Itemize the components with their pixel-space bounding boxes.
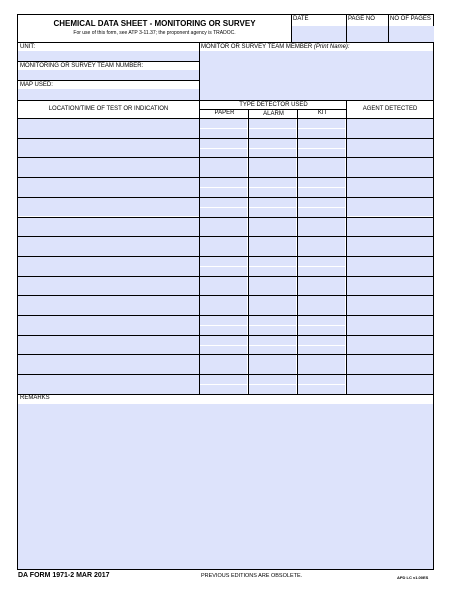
column-divider <box>199 178 200 198</box>
no-of-pages-field[interactable] <box>389 26 434 42</box>
agent-cell[interactable] <box>347 336 433 355</box>
team-number-label: MONITORING OR SURVEY TEAM NUMBER: <box>20 63 144 69</box>
editions-note: PREVIOUS EDITIONS ARE OBSOLETE. <box>201 573 303 579</box>
paper-cell[interactable] <box>200 158 247 167</box>
column-divider <box>199 257 200 277</box>
column-divider <box>248 237 249 257</box>
location-cell[interactable] <box>18 119 199 138</box>
alarm-cell[interactable] <box>249 336 296 345</box>
column-divider <box>199 218 200 238</box>
kit-cell[interactable] <box>298 355 345 364</box>
column-divider <box>248 139 249 159</box>
column-divider <box>248 355 249 375</box>
location-cell[interactable] <box>18 218 199 237</box>
alarm-cell[interactable] <box>249 257 296 266</box>
team-number-field[interactable] <box>18 70 199 80</box>
alarm-cell[interactable] <box>249 119 296 128</box>
location-cell[interactable] <box>18 139 199 158</box>
kit-cell[interactable] <box>298 139 345 148</box>
team-number-line <box>18 80 199 81</box>
column-divider <box>297 158 298 178</box>
column-divider <box>248 119 249 139</box>
location-cell[interactable] <box>18 237 199 256</box>
column-divider <box>346 158 347 178</box>
paper-cell[interactable] <box>200 178 247 187</box>
column-divider <box>248 218 249 238</box>
location-cell[interactable] <box>18 336 199 355</box>
column-divider <box>297 316 298 336</box>
paper-cell[interactable] <box>200 198 247 207</box>
column-divider <box>297 296 298 316</box>
column-divider <box>199 375 200 395</box>
agent-cell[interactable] <box>347 218 433 237</box>
column-divider <box>346 336 347 356</box>
date-field[interactable] <box>292 26 346 42</box>
page-no-field[interactable] <box>347 26 388 42</box>
alarm-cell[interactable] <box>249 375 296 384</box>
column-divider <box>346 257 347 277</box>
column-divider <box>248 316 249 336</box>
column-divider <box>248 257 249 277</box>
column-divider <box>199 158 200 178</box>
column-divider <box>199 316 200 336</box>
remarks-field[interactable] <box>18 404 433 569</box>
column-divider <box>297 375 298 395</box>
agent-cell[interactable] <box>347 158 433 177</box>
column-divider <box>199 198 200 218</box>
agent-header: AGENT DETECTED <box>362 106 418 112</box>
column-divider <box>248 277 249 297</box>
column-divider <box>248 198 249 218</box>
page-no-label: PAGE NO <box>348 16 375 22</box>
unit-line <box>18 61 199 62</box>
alarm-cell[interactable] <box>249 198 296 207</box>
column-divider <box>297 119 298 139</box>
paper-cell[interactable] <box>200 139 247 148</box>
map-used-field[interactable] <box>18 89 199 100</box>
location-cell[interactable] <box>18 375 199 394</box>
info-bottom-line <box>18 100 433 101</box>
column-divider <box>248 296 249 316</box>
paper-cell[interactable] <box>200 355 247 364</box>
location-cell[interactable] <box>18 158 199 177</box>
detector-header: TYPE DETECTOR USED <box>239 102 308 108</box>
team-member-label-text: MONITOR OR SURVEY TEAM MEMBER <box>201 44 313 50</box>
kit-cell[interactable] <box>298 198 345 207</box>
form-subtitle: For use of this form, see ATP 3-11.37; the proponent agency is TRADOC. <box>73 30 236 36</box>
column-divider <box>297 237 298 257</box>
form-id: DA FORM 1971-2 MAR 2017 <box>18 572 110 579</box>
column-divider <box>346 296 347 316</box>
location-cell[interactable] <box>18 316 199 335</box>
header-bottom-line <box>18 42 433 43</box>
column-divider <box>297 218 298 238</box>
alarm-cell[interactable] <box>249 218 296 227</box>
column-divider <box>346 277 347 297</box>
alarm-cell[interactable] <box>249 296 296 305</box>
location-cell[interactable] <box>18 257 199 276</box>
agent-cell[interactable] <box>347 119 433 138</box>
agent-cell[interactable] <box>347 178 433 197</box>
column-divider <box>346 316 347 336</box>
alarm-cell[interactable] <box>249 139 296 148</box>
paper-cell[interactable] <box>200 237 247 246</box>
map-used-label: MAP USED: <box>20 82 53 88</box>
row-divider <box>18 394 433 395</box>
agent-cell[interactable] <box>347 257 433 276</box>
kit-cell[interactable] <box>298 375 345 384</box>
column-divider <box>346 178 347 198</box>
column-divider <box>199 139 200 159</box>
agent-cell[interactable] <box>347 198 433 217</box>
kit-cell[interactable] <box>298 336 345 345</box>
location-cell[interactable] <box>18 277 199 296</box>
form-title: CHEMICAL DATA SHEET - MONITORING OR SURVEY <box>53 19 256 28</box>
column-divider <box>297 257 298 277</box>
column-divider <box>297 336 298 356</box>
kit-cell[interactable] <box>298 277 345 286</box>
kit-cell[interactable] <box>298 218 345 227</box>
location-cell[interactable] <box>18 198 199 217</box>
column-divider <box>199 237 200 257</box>
location-cell[interactable] <box>18 296 199 315</box>
alarm-cell[interactable] <box>249 316 296 325</box>
kit-cell[interactable] <box>298 296 345 305</box>
column-divider <box>346 218 347 238</box>
column-divider <box>346 139 347 159</box>
kit-cell[interactable] <box>298 119 345 128</box>
agent-cell[interactable] <box>347 355 433 374</box>
agent-cell[interactable] <box>347 296 433 315</box>
location-cell[interactable] <box>18 355 199 374</box>
paper-header: PAPER <box>214 110 235 116</box>
column-divider <box>248 375 249 395</box>
paper-cell[interactable] <box>200 336 247 345</box>
column-divider <box>346 375 347 395</box>
team-member-hint: (Print Name): <box>313 44 350 50</box>
date-label: DATE <box>293 16 309 22</box>
agent-cell[interactable] <box>347 375 433 394</box>
column-divider <box>199 296 200 316</box>
location-cell[interactable] <box>18 178 199 197</box>
paper-cell[interactable] <box>200 277 247 286</box>
paper-cell[interactable] <box>200 316 247 325</box>
alarm-cell[interactable] <box>249 158 296 167</box>
kit-cell[interactable] <box>298 237 345 246</box>
column-divider <box>346 237 347 257</box>
column-divider <box>248 158 249 178</box>
column-divider <box>199 277 200 297</box>
agent-cell[interactable] <box>347 277 433 296</box>
agent-cell[interactable] <box>347 237 433 256</box>
version-label: APD LC v1.00ES <box>397 575 429 580</box>
alarm-header: ALARM <box>263 111 284 117</box>
agent-cell[interactable] <box>347 139 433 158</box>
kit-cell[interactable] <box>298 316 345 325</box>
paper-cell[interactable] <box>200 119 247 128</box>
column-divider <box>199 336 200 356</box>
team-member-label <box>201 44 350 51</box>
column-divider <box>346 355 347 375</box>
column-divider <box>346 119 347 139</box>
unit-field[interactable] <box>18 51 199 61</box>
column-divider <box>248 178 249 198</box>
column-divider <box>297 178 298 198</box>
alarm-cell[interactable] <box>249 237 296 246</box>
column-divider <box>248 336 249 356</box>
kit-cell[interactable] <box>298 178 345 187</box>
agent-cell[interactable] <box>347 316 433 335</box>
paper-cell[interactable] <box>200 296 247 305</box>
paper-cell[interactable] <box>200 218 247 227</box>
location-header: LOCATION/TIME OF TEST OR INDICATION <box>48 106 169 112</box>
alarm-cell[interactable] <box>249 277 296 286</box>
column-divider <box>346 198 347 218</box>
chemical-data-sheet-form <box>17 14 434 570</box>
team-member-field[interactable] <box>200 51 433 100</box>
column-divider <box>297 355 298 375</box>
paper-cell[interactable] <box>200 375 247 384</box>
column-divider <box>297 198 298 218</box>
kit-header: KIT <box>317 110 328 116</box>
paper-cell[interactable] <box>200 257 247 266</box>
column-divider <box>297 139 298 159</box>
alarm-cell[interactable] <box>249 178 296 187</box>
unit-label: UNIT: <box>20 44 35 50</box>
no-of-pages-label: NO OF PAGES <box>390 16 431 22</box>
alarm-cell[interactable] <box>249 355 296 364</box>
kit-cell[interactable] <box>298 158 345 167</box>
remarks-label: REMARKS <box>20 395 50 401</box>
kit-cell[interactable] <box>298 257 345 266</box>
column-divider <box>199 355 200 375</box>
column-divider <box>199 119 200 139</box>
column-divider <box>297 277 298 297</box>
